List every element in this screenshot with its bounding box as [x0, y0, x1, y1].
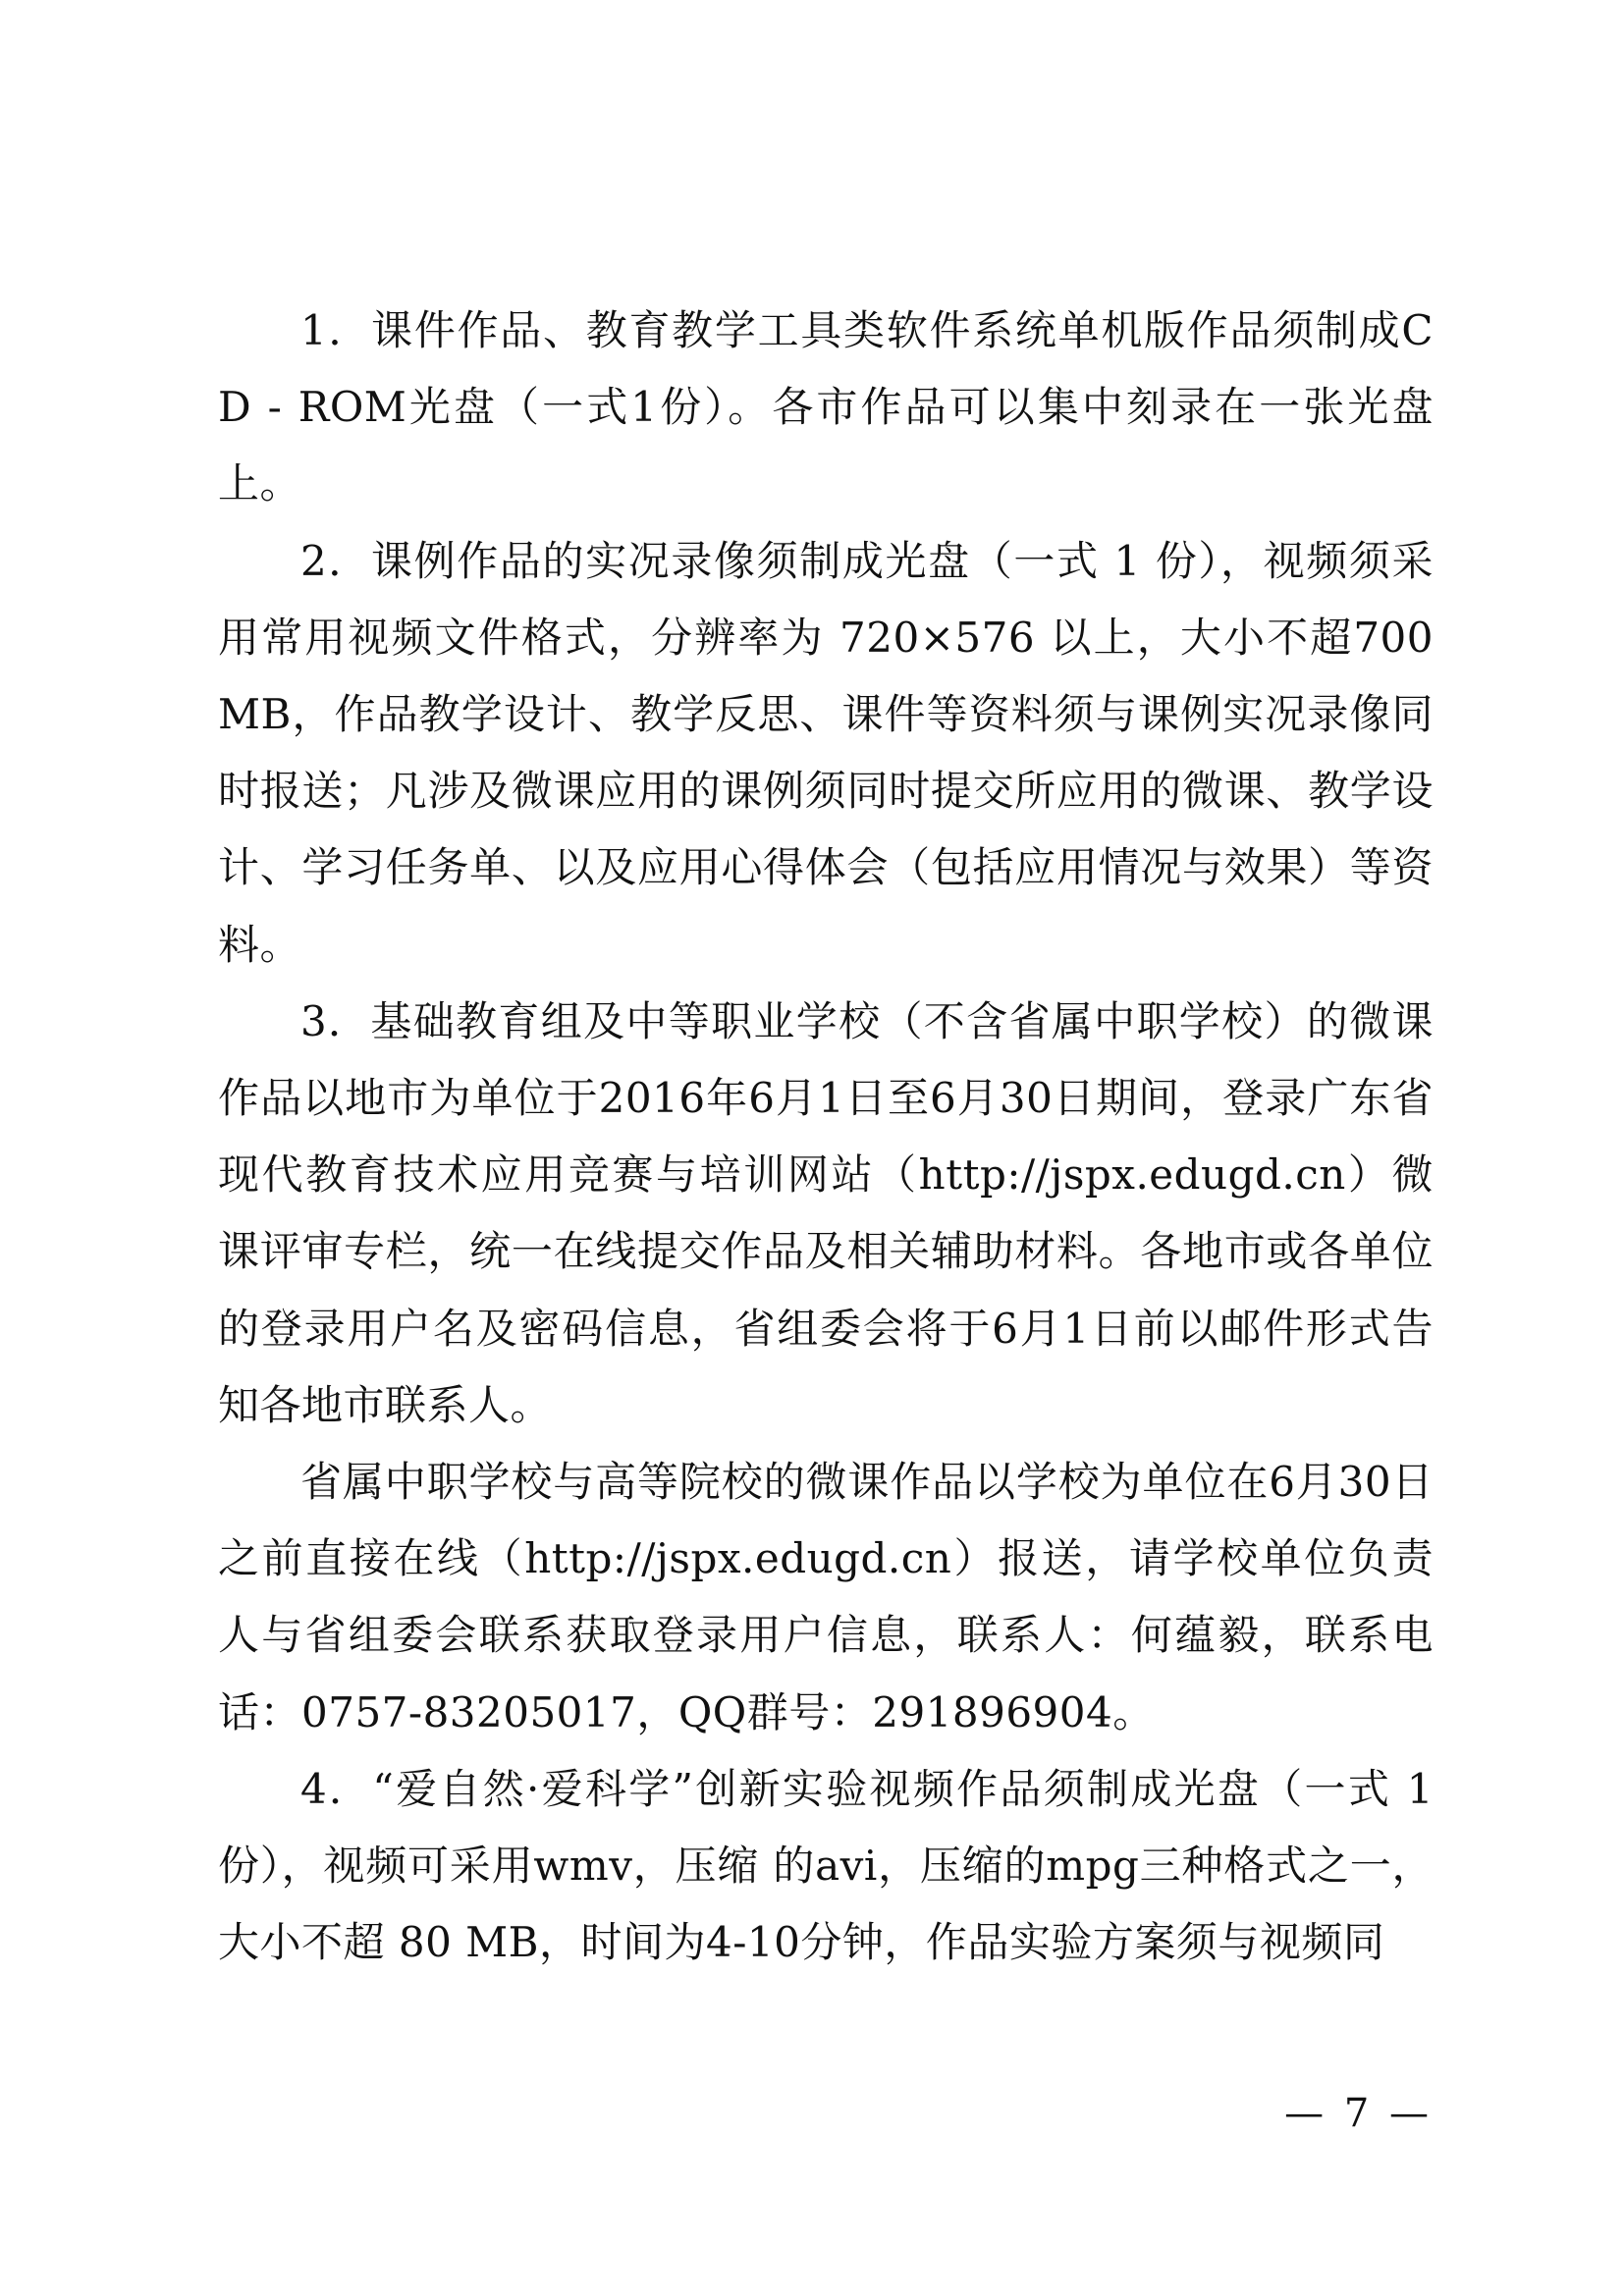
paragraph-4-science-video: 4．“爱自然·爱科学”创新实验视频作品须制成光盘（一式 1 份），视频可采用wmv，压缩 的avi，压缩的mpg三种格式之一，大小不超 80 MB，时间为4-10分钟，作品实验方案须与视频同: [218, 1764, 1434, 1967]
paragraph-2-video-recording: 2．课例作品的实况录像须制成光盘（一式 1 份），视频须采用常用视频文件格式，分辨率为 720×576 以上，大小不超700MB，作品教学设计、教学反思、课件等资料须与课例实况录像同时报送；凡涉及微课应用的课例须同时提交所应用的微课、教学设计、学习任务单、以及应用心得体会（包括应用情况与效果）等资料。: [218, 536, 1434, 969]
paragraph-3-micro-course: 3．基础教育组及中等职业学校（不含省属中职学校）的微课作品以地市为单位于2016年6月1日至6月30日期间，登录广东省现代教育技术应用竞赛与培训网站（http://jspx.edugd.cn）微课评审专栏，统一在线提交作品及相关辅助材料。各地市或各单位的登录用户名及密码信息，省组委会将于6月1日前以邮件形式告知各地市联系人。: [218, 996, 1434, 1429]
page-number: — 7 —: [1284, 2091, 1433, 2136]
body-text: [218, 293, 1434, 1981]
paragraph-3b-vocational-schools: 省属中职学校与高等院校的微课作品以学校为单位在6月30日之前直接在线（http://jspx.edugd.cn）报送，请学校单位负责人与省组委会联系获取登录用户信息，联系人：何蕴毅，联系电话：0757-83205017，QQ群号：291896904。: [218, 1458, 1434, 1736]
paragraph-1-cd-rom: 1．课件作品、教育教学工具类软件系统单机版作品须制成CD - ROM光盘（一式1份）。各市作品可以集中刻录在一张光盘上。: [218, 306, 1434, 508]
